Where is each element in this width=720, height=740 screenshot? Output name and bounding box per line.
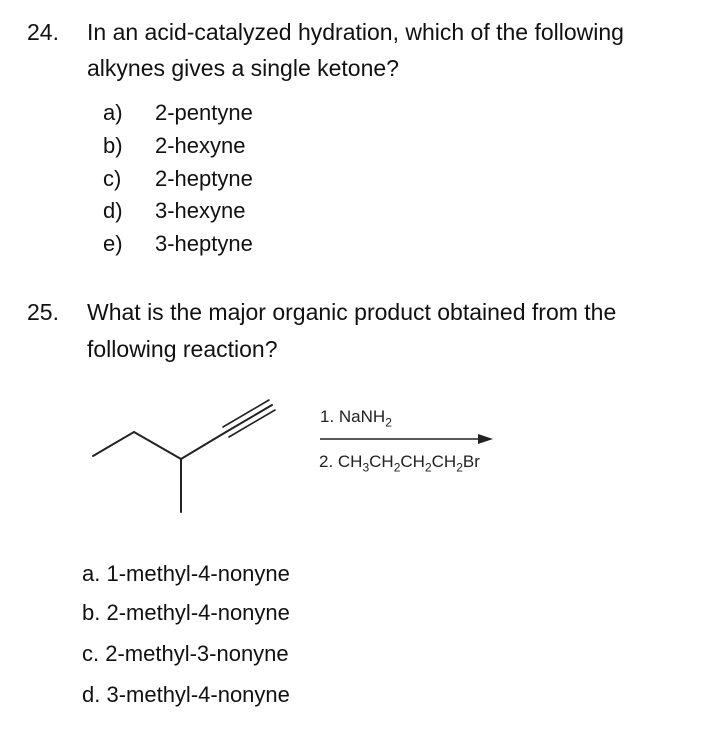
reaction-arrow (320, 434, 493, 444)
reagent-step-1: 1. NaNH$_2$ (320, 407, 392, 430)
option-24-b-letter: b) (103, 133, 123, 158)
triple-bond-lower (229, 410, 275, 437)
bond-ch2 (134, 432, 181, 459)
option-24-b-text: 2-hexyne (155, 133, 246, 158)
question-25-text-line1: What is the major organic product obtained from the (87, 299, 617, 325)
option-24-e-letter: e) (103, 231, 123, 256)
question-24-text-line2: alkynes gives a single ketone? (87, 55, 399, 81)
option-25-a: a. 1-methyl-4-nonyne (82, 561, 290, 586)
option-24-a-letter: a) (103, 100, 123, 125)
option-25-b: b. 2-methyl-4-nonyne (82, 600, 290, 625)
question-25-number: 25. (27, 299, 59, 325)
option-24-c-text: 2-heptyne (155, 166, 253, 191)
triple-bond-center (226, 405, 272, 432)
reagent-step-2: 2. $CH_3CH_2CH_2CH_2Br$ (319, 452, 480, 475)
option-24-e-text: 3-heptyne (155, 231, 253, 256)
option-24-d-letter: d) (103, 198, 123, 223)
option-24-d-text: 3-hexyne (155, 198, 246, 223)
alkyne-structure (93, 400, 275, 512)
arrow-head (478, 434, 493, 444)
bond-to-alkyne (181, 432, 226, 459)
option-24-a-text: 2-pentyne (155, 100, 253, 125)
option-24-c-letter: c) (103, 166, 122, 191)
question-24-number: 24. (27, 19, 59, 45)
option-25-c: c. 2-methyl-3-nonyne (82, 641, 289, 666)
option-25-d: d. 3-methyl-4-nonyne (82, 682, 290, 707)
question-24-text-line1: In an acid-catalyzed hydration, which of the following (87, 19, 624, 45)
question-25-text-line2: following reaction? (87, 336, 278, 362)
bond-methyl-left (93, 432, 134, 456)
triple-bond-upper (223, 400, 269, 427)
